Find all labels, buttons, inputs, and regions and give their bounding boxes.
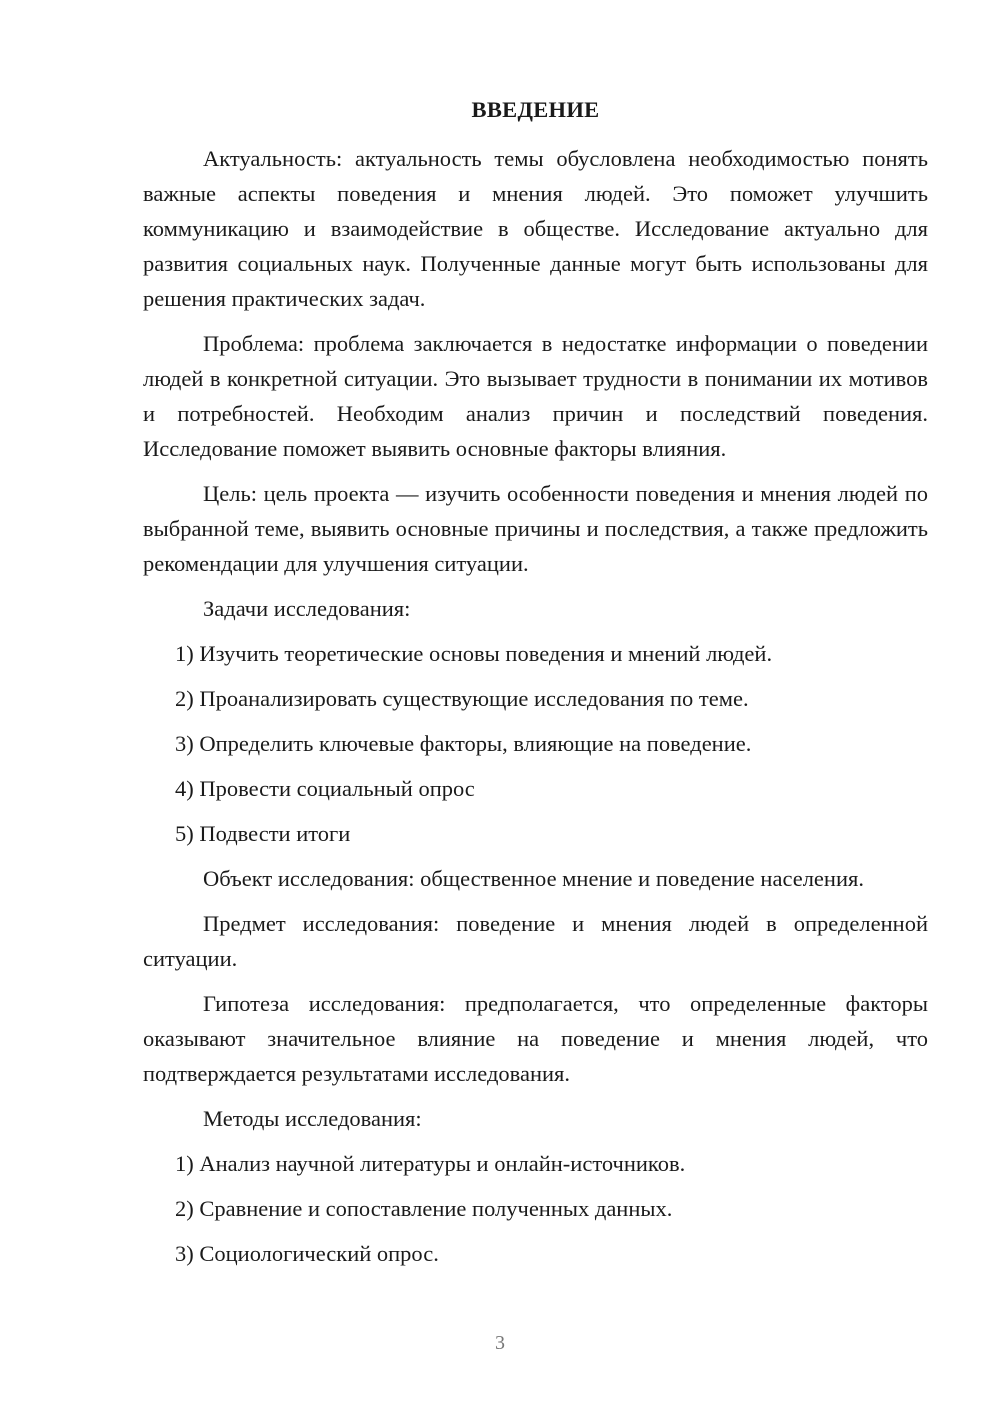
task-item: 4) Провести социальный опрос: [175, 776, 475, 801]
document-page: [143, 92, 928, 1281]
methods-heading: Методы исследования:: [203, 1106, 422, 1131]
subject-paragraph: Предмет исследования: поведение и мнения людей в определенной ситуации.: [143, 911, 928, 971]
task-item: 5) Подвести итоги: [175, 821, 351, 846]
relevance-paragraph: Актуальность: актуальность темы обусловлена необходимостью понять важные аспекты поведения и мнения людей. Это поможет улучшить коммуникацию и взаимодействие в обществе. Исследование актуально для развития социальных наук. Полученные данные могут быть использованы для решения практических задач.: [143, 146, 928, 311]
task-item: 1) Изучить теоретические основы поведения и мнений людей.: [175, 641, 773, 666]
task-item: 3) Определить ключевые факторы, влияющие на поведение.: [175, 731, 752, 756]
method-item: 1) Анализ научной литературы и онлайн-источников.: [175, 1151, 686, 1176]
method-item: 2) Сравнение и сопоставление полученных данных.: [175, 1196, 673, 1221]
page-number: 3: [495, 1332, 505, 1354]
section-title: ВВЕДЕНИЕ: [471, 97, 600, 122]
method-item: 3) Социологический опрос.: [175, 1241, 439, 1266]
hypothesis-paragraph: Гипотеза исследования: предполагается, что определенные факторы оказывают значительное влияние на поведение и мнения людей, что подтверждается результатами исследования.: [143, 991, 928, 1086]
task-item: 2) Проанализировать существующие исследования по теме.: [175, 686, 749, 711]
tasks-heading: Задачи исследования:: [203, 596, 411, 621]
goal-paragraph: Цель: цель проекта — изучить особенности поведения и мнения людей по выбранной теме, выявить основные причины и последствия, а также предложить рекомендации для улучшения ситуации.: [143, 481, 928, 576]
problem-paragraph: Проблема: проблема заключается в недостатке информации о поведении людей в конкретной ситуации. Это вызывает трудности в понимании их мотивов и потребностей. Необходим анализ причин и последствий поведения. Исследование поможет выявить основные факторы влияния.: [143, 331, 928, 461]
object-paragraph: Объект исследования: общественное мнение и поведение населения.: [203, 866, 864, 891]
